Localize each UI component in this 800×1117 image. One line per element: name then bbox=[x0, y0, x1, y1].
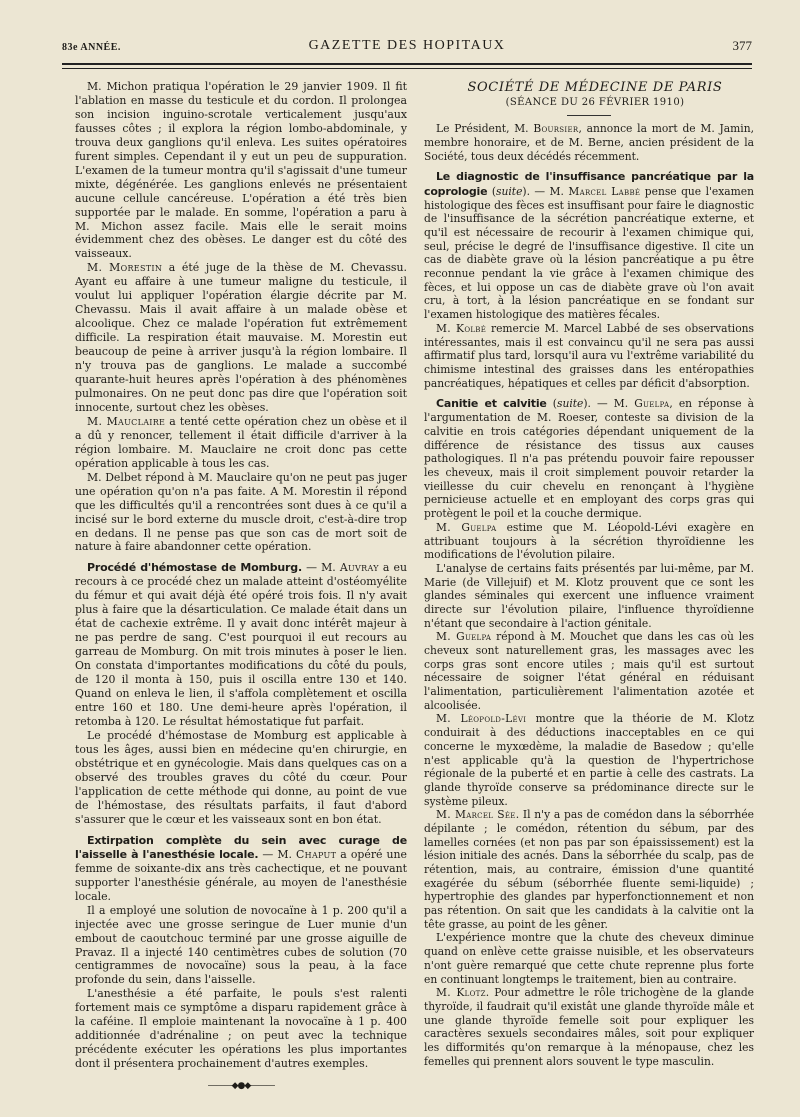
paragraph-text: répond à M. Mouchet que dans les cas où les cheveux sont naturellement gras, les massages avec les corps gras sont encore utiles ; mais qu'il est surtout nécessaire de soigner l'état général en réduisant l'alimentation, particulièrement l'alimentation azotée et alcoolisée. bbox=[424, 630, 754, 712]
heading-dash: . — M. bbox=[587, 397, 635, 411]
paragraph: Il a employé une solution de novocaïne à 1 p. 200 qu'il a injectée avec une grosse seringue de Luer munie d'un embout de caoutchouc terminé par une grosse aiguille de Pravaz. Il a injecté 140 centimètres cubes de solution (70 centigrammes de novocaïne) sous la peau, à la face profonde du sein, dans l'aisselle. bbox=[75, 903, 407, 987]
header-rule-thick bbox=[62, 63, 752, 65]
suite-label: suite bbox=[556, 397, 584, 411]
paragraph-text: a opéré une femme de soixante-dix ans très cachectique, et ne pouvant supporter l'anesthésie générale, au moyen de l'anesthésie locale. bbox=[75, 847, 407, 903]
paragraph bbox=[424, 808, 754, 931]
paragraph bbox=[424, 122, 754, 163]
header-rule-thin bbox=[62, 68, 752, 69]
paragraph-text: . Pour admettre le rôle trichogène de la glande thyroïde, il faudrait qu'il existât une glande thyroïde mâle et une glande thyroïde femelle soit pour expliquer les caractères sexuels secondaires mâles, soit pour expliquer les difformités qu'on remarque à la ménopause, chez les femelles qui prennent alors souvent le type masculin. bbox=[424, 986, 754, 1068]
paragraph bbox=[424, 712, 754, 808]
paragraph bbox=[424, 322, 754, 390]
paragraph-text: , annonce la mort de M. Jamin, membre honoraire, et de M. Berne, ancien président de la Société, tous deux décédés récemment. bbox=[424, 122, 754, 163]
paragraph bbox=[424, 630, 754, 712]
speaker-name: Marcel Labbé bbox=[568, 184, 641, 198]
paragraph-text: Le Président, M. bbox=[436, 122, 534, 136]
speaker-name: M. Léopold-Lévi bbox=[436, 712, 527, 726]
speaker-name: M. Kolbé bbox=[436, 321, 487, 335]
paragraph-text: a eu recours à ce procédé chez un malade atteint d'ostéomyélite du fémur et qui avait déjà été opéré trois fois. Il n'y avait plus à faire que la désarticulation. Ce malade était dans un état de cachexie extrême. Il y avait donc intérêt majeur à ne pas perdre de sang. C'est pourquoi il eut recours au garreau de Momburg. On mit trois minutes à poser le lien. On constata d'importantes modifications du côté du pouls, de 120 il monta à 150, puis il oscilla entre 130 et 140. Quand on enleva le lien, il s'affola complètement et oscilla entre 160 et 180. Une demi-heure après l'opération, il retomba à 120. Le résultat hémostatique fut parfait. bbox=[75, 561, 408, 729]
paragraph-text: . Il n'y a pas de comédon dans la séborrhée dépilante ; le comédon, rétention du sébum, par des lamelles cornées (et non pas par son épaississement) est la lésion initiale des acnés. Dans la séborrhée du scalp, pas de rétention, mais, au contraire, émission d'une quantité exagérée du sébum (séborrhée fluente semi-liquide) ; hypertrophie des glandes par hyperfonctionnement et non pas rétention. On sait que les candidats à la calvitie ont la tête grasse, au point de les gêner. bbox=[424, 808, 754, 931]
paragraph bbox=[75, 261, 407, 414]
journal-title: GAZETTE DES HOPITAUX bbox=[308, 38, 506, 53]
speaker-name: M. Mauclaire bbox=[87, 414, 166, 428]
section-paragraph bbox=[75, 834, 407, 904]
section-heading: Le diagnostic de l'insuffisance pancréatique par la coprologie bbox=[424, 170, 754, 198]
speaker-name: Auvray bbox=[339, 561, 379, 575]
title-rule bbox=[567, 115, 611, 116]
page-number: 377 bbox=[732, 38, 752, 53]
speaker-name: Guelpa bbox=[634, 397, 670, 411]
paragraph-text: estime que M. Léopold-Lévi exagère en attribuant toujours à la sécrétion thyroïdienne les modifications de l'évolution pilaire. bbox=[424, 520, 754, 562]
paragraph-text: a été juge de la thèse de M. Chevassu. Ayant eu affaire à une tumeur maligne du testicule, il voulut lui appliquer l'opération élargie décrite par M. Chevassu. Mais il avait affaire à un malade obèse et alcoolique. Chez ce malade l'opération fut extrêmement difficile. La respiration était mauvaise. M. Morestin eut beaucoup de peine à arriver jusqu'à la région lombaire. Il n'y trouva pas de ganglions. Le malade a succombé quarante-huit heures après l'opération à des phénomènes pulmonaires. On ne peut donc pas dire que l'opération soit innocente, surtout chez les obèses. bbox=[75, 261, 407, 414]
heading-dash: — M. bbox=[258, 847, 297, 861]
paragraph-text: a tenté cette opération chez un obèse et il a dû y renoncer, tellement il était difficile d'arriver à la région lombaire. M. Mauclaire ne croit donc pas cette opération applicable à tous les cas. bbox=[75, 414, 407, 470]
speaker-name: Chaput bbox=[296, 847, 337, 861]
paragraph-text: montre que la théorie de M. Klotz conduirait à des déductions inacceptables en ce qui concerne le myxœdème, la maladie de Basedow ; qu'elle n'est applicable qu'à la question de l'hypertrichose régionale de la puberté et en partie à celle des castrats. La glande thyroïde conserve sa prédominance directe sur le système pileux. bbox=[424, 712, 754, 808]
speaker-name: M. Morestin bbox=[87, 261, 163, 275]
volume-label: 83e ANNÉE. bbox=[62, 42, 121, 53]
section-heading: Canitie et calvitie bbox=[436, 397, 547, 411]
speaker-name: M. Guelpa bbox=[436, 630, 492, 644]
page-header bbox=[62, 38, 752, 58]
suite-label: suite bbox=[496, 184, 523, 198]
speaker-name: Boursier bbox=[533, 122, 579, 136]
section-ornament: ———◆●◆——— bbox=[207, 1081, 275, 1092]
left-column bbox=[75, 80, 407, 1093]
paragraph-text: , en réponse à l'argumentation de M. Roeser, conteste sa division de la calvitie en trois catégories dépendant uniquement de la différence de résistance des tissus aux causes pathologiques. Il n'a pas prétendu pouvoir faire repousser les cheveux, mais il croit simplement pouvoir retarder la vieillesse du cuir chevelu en renonçant à l'hygiène pernicieuse actuelle et en employant des corps gras qui protègent le poil et la couche dermique. bbox=[424, 397, 754, 521]
section-heading: Extirpation complète du sein avec curage de l'aisselle à l'anesthésie locale. bbox=[75, 833, 407, 861]
paragraph: L'expérience montre que la chute des cheveux diminue quand on enlève cette graisse nuisible, et les observateurs n'ont guère remarqué que cette chute reprenne plus forte en continuant longtemps le traitement, bien au contraire. bbox=[424, 931, 754, 986]
paragraph: M. Delbet répond à M. Mauclaire qu'on ne peut pas juger une opération qu'on n'a pas faite. A M. Morestin il répond que les difficultés qu'il a rencontrées sont dues à ce qu'il a incisé sur le bord externe du muscle droit, c'est-à-dire trop en dedans. Il ne pense pas que son cas de mort soit de nature à faire abandonner cette opération. bbox=[75, 470, 407, 554]
heading-dash: . — M. bbox=[526, 184, 569, 198]
speaker-name: M. Marcel Sée bbox=[436, 808, 516, 822]
paragraph bbox=[424, 521, 754, 562]
paragraph: L'anesthésie a été parfaite, le pouls s'est ralenti fortement mais ce symptôme a disparu rapidement grâce à la caféine. Il emploie maintenant la novocaïne à 1 p. 400 additionnée d'adrénaline ; on peut avec la technique précédente exécuter les opérations les plus importantes dont il présentera prochainement d'autres exemples. bbox=[75, 987, 407, 1071]
section-paragraph: Le diagnostic de l'insuffisance pancréatique par la coprologie (suite). — M. Marcel Labbé pense que l'examen histologique des fèces est insuffisant pour faire le diagnostic de l'insuffisance de la sécrétion pancréatique externe, et qu'il est nécessaire de recourir à l'examen chimique qui, seul, précise le degré de l'insuffisance digestive. Il cite un cas de diabète grave où la lésion pancréatique a pu être reconnue pendant la vie grâce à l'examen chimique des fèces, et lui oppose un cas de diabète grave où l'on avait cru, à tort, à la lésion pancréatique en se fondant sur l'examen histologique des matières fécales. bbox=[424, 170, 754, 322]
society-title: SOCIÉTÉ DE MÉDECINE DE PARIS bbox=[467, 80, 723, 95]
section-paragraph bbox=[75, 561, 407, 729]
section-heading: Procédé d'hémostase de Momburg. bbox=[87, 561, 302, 575]
right-column bbox=[424, 80, 754, 1068]
paragraph: M. Michon pratiqua l'opération le 29 janvier 1909. Il fit l'ablation en masse du testicule et du cordon. Il prolongea son incision inguino-scrotale verticalement jusqu'aux fausses côtes ; il explora la région lombo-abdominale, y trouva deux ganglions qu'il enleva. Les suites opératoires furent simples. Cependant il y eut un peu de suppuration. L'examen de la tumeur montra qu'il s'agissait d'une tumeur mixte, dégénérée. Les ganglions enlevés ne présentaient aucune cellule cancéreuse. L'opération a été très bien supportée par le malade. En somme, l'opération a paru à M. Michon assez facile. Mais elle le serait moins évidemment chez des obèses. Le danger est du côté des vaisseaux. bbox=[75, 80, 407, 261]
speaker-name: M. Klotz bbox=[436, 986, 486, 1000]
session-date: (SÉANCE DU 26 FÉVRIER 1910) bbox=[505, 96, 685, 108]
paragraph: L'analyse de certains faits présentés par lui-même, par M. Marie (de Villejuif) et M. Klotz prouvent que ce sont les glandes séminales qui exercent une influence vraiment directe sur l'évolution pilaire, l'influence thyroïdienne n'étant que secondaire à l'action génitale. bbox=[424, 561, 754, 630]
paragraph bbox=[75, 415, 407, 471]
paragraph: Le procédé d'hémostase de Momburg est applicable à tous les âges, aussi bien en médecine qu'en chirurgie, en obstétrique et en gynécologie. Mais dans quelques cas on a observé des troubles graves du côté du cœur. Pour l'application de cette méthode qui donne, au point de vue de l'hémostase, des résultats parfaits, il faut d'abord s'assurer que le cœur et les vaisseaux sont en bon état. bbox=[75, 728, 407, 826]
heading-dash: — M. bbox=[301, 561, 340, 575]
section-paragraph: Canitie et calvitie (suite). — M. Guelpa, en réponse à l'argumentation de M. Roeser, conteste sa division de la calvitie en trois catégories dépendant uniquement de la différence de résistance des tissus aux causes pathologiques. Il n'a pas prétendu pouvoir faire repousser les cheveux, mais il croit simplement pouvoir retarder la vieillesse du cuir chevelu en renonçant à l'hygiène pernicieuse actuelle et en employant des corps gras qui protègent le poil et la couche dermique. bbox=[424, 397, 754, 521]
paragraph-text: pense que l'examen histologique des fèces est insuffisant pour faire le diagnostic de l'insuffisance de la sécrétion pancréatique externe, et qu'il est nécessaire de recourir à l'examen chimique qui, seul, précise le degré de l'insuffisance digestive. Il cite un cas de diabète grave où la lésion pancréatique a pu être reconnue pendant la vie grâce à l'examen chimique des fèces, et lui oppose un cas de diabète grave où l'on avait cru, à tort, à la lésion pancréatique en se fondant sur l'examen histologique des matières fécales. bbox=[424, 184, 754, 322]
paragraph-text: remercie M. Marcel Labbé de ses observations intéressantes, mais il est convaincu qu'il ne sera pas aussi affirmatif plus tard, lorsqu'il aura vu l'extrême variabilité du chimisme intestinal des graisses dans les entéropathies pancréatiques, hépatiques et celles par déficit d'absorption. bbox=[424, 321, 755, 390]
speaker-name: M. Guelpa bbox=[436, 520, 497, 534]
paragraph bbox=[424, 986, 754, 1068]
